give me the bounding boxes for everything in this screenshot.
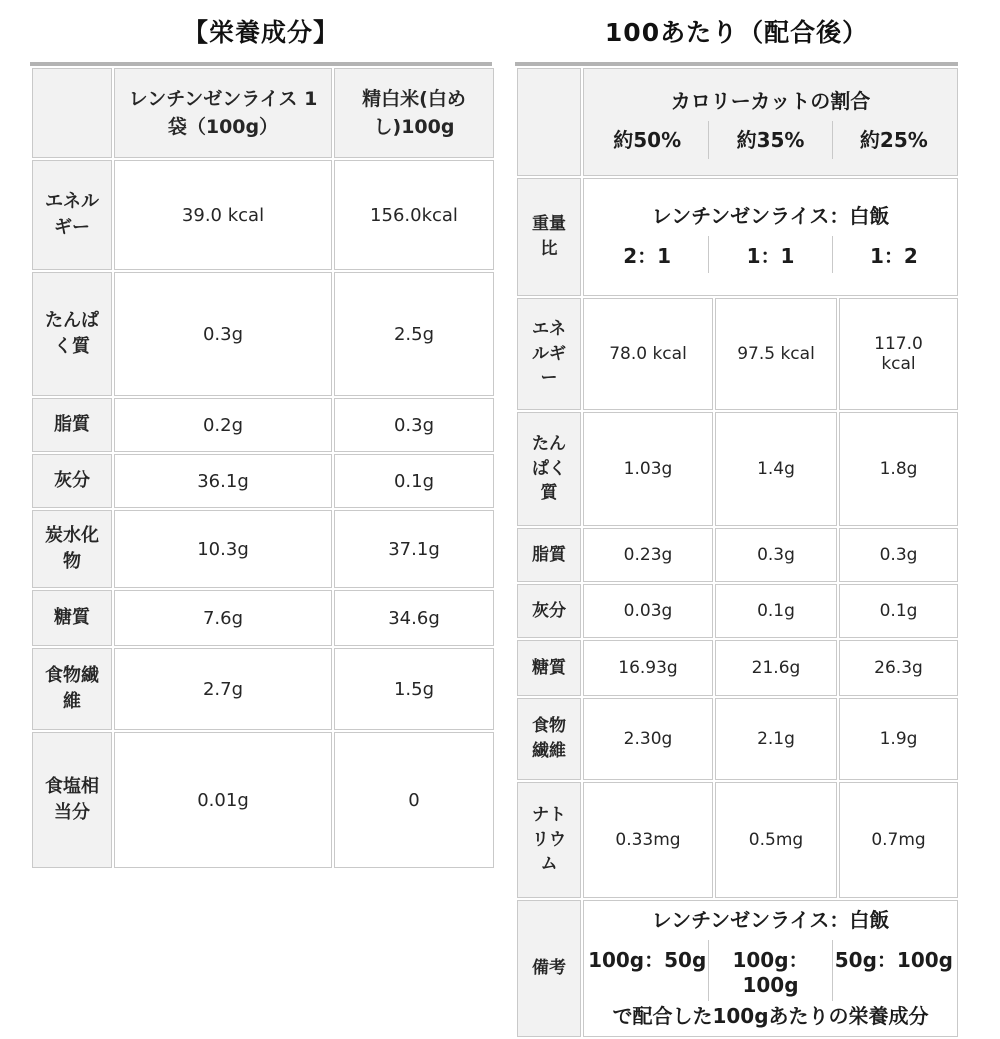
value-cell: 2.7g bbox=[114, 648, 332, 730]
value-cell: 2.5g bbox=[334, 272, 494, 396]
value-cell: 36.1g bbox=[114, 454, 332, 508]
ratio-value: 1：2 bbox=[832, 236, 955, 273]
row-label-cell: 食物繊維 bbox=[32, 648, 112, 730]
header-row bbox=[32, 68, 494, 158]
row-label-cell: エネルギー bbox=[32, 160, 112, 270]
table-row bbox=[517, 698, 958, 780]
row-label-cell: 食物繊維 bbox=[517, 698, 581, 780]
ratio-value: 100g：50g bbox=[588, 948, 707, 972]
value-cell: 156.0kcal bbox=[334, 160, 494, 270]
left-table-title: 【栄養成分】 bbox=[182, 18, 339, 47]
table-row bbox=[32, 398, 494, 452]
percent-label: 約35% bbox=[708, 121, 831, 159]
notes-row bbox=[517, 900, 958, 1037]
value-cell: 7.6g bbox=[114, 590, 332, 646]
table-row bbox=[32, 732, 494, 868]
value-cell: 0.3g bbox=[715, 528, 837, 582]
weight-ratio-cell bbox=[583, 178, 958, 296]
value-cell: 1.5g bbox=[334, 648, 494, 730]
value-cell: 2.30g bbox=[583, 698, 713, 780]
column-header-renchin: レンチンゼンライス 1袋（100g） bbox=[114, 68, 332, 158]
value-cell: 78.0 kcal bbox=[583, 298, 713, 410]
value-cell: 117.0 kcal bbox=[839, 298, 958, 410]
notes-span-text-bottom: で配合した100gあたりの栄養成分 bbox=[612, 1004, 929, 1028]
value-cell: 0 bbox=[334, 732, 494, 868]
table-row bbox=[32, 272, 494, 396]
table-row bbox=[32, 454, 494, 508]
percent-label: 約50% bbox=[613, 127, 682, 152]
row-label-cell: 灰分 bbox=[32, 454, 112, 508]
row-label-cell: 糖質 bbox=[517, 640, 581, 696]
blend-nutrition-table bbox=[515, 66, 960, 1039]
value-cell: 39.0 kcal bbox=[114, 160, 332, 270]
percent-labels-row bbox=[586, 121, 955, 159]
value-cell: 34.6g bbox=[334, 590, 494, 646]
corner-cell bbox=[517, 68, 581, 176]
value-cell: 0.23g bbox=[583, 528, 713, 582]
value-cell: 0.1g bbox=[839, 584, 958, 638]
ratio-value: 1：1 bbox=[708, 236, 831, 273]
right-table-title: 100あたり（配合後） bbox=[604, 18, 869, 47]
percent-label: 約25% bbox=[832, 121, 955, 159]
column-header-white-rice: 精白米(白めし)100g bbox=[334, 68, 494, 158]
value-cell: 1.03g bbox=[583, 412, 713, 526]
table-row bbox=[517, 412, 958, 526]
row-label-cell: 脂質 bbox=[517, 528, 581, 582]
notes-cell bbox=[583, 900, 958, 1037]
table-row bbox=[517, 298, 958, 410]
row-label-cell: 糖質 bbox=[32, 590, 112, 646]
table-row bbox=[517, 528, 958, 582]
row-label-cell: 炭水化物 bbox=[32, 510, 112, 588]
value-cell: 10.3g bbox=[114, 510, 332, 588]
value-cell: 0.3g bbox=[839, 528, 958, 582]
table-row bbox=[32, 648, 494, 730]
row-label-cell: 灰分 bbox=[517, 584, 581, 638]
value-cell: 1.9g bbox=[839, 698, 958, 780]
per-100-blend-table-section bbox=[515, 0, 958, 1039]
nutrition-table-section bbox=[30, 0, 492, 870]
table-row bbox=[517, 640, 958, 696]
table-row bbox=[517, 584, 958, 638]
notes-ratio-values bbox=[586, 940, 955, 1001]
value-cell: 21.6g bbox=[715, 640, 837, 696]
header-row bbox=[517, 68, 958, 176]
row-label-cell: 重量比 bbox=[517, 178, 581, 296]
value-cell: 0.03g bbox=[583, 584, 713, 638]
row-label-cell: 食塩相当分 bbox=[32, 732, 112, 868]
value-cell: 0.1g bbox=[715, 584, 837, 638]
table-row bbox=[32, 590, 494, 646]
table-row bbox=[517, 782, 958, 898]
value-cell: 1.8g bbox=[839, 412, 958, 526]
value-cell: 1.4g bbox=[715, 412, 837, 526]
value-cell: 0.2g bbox=[114, 398, 332, 452]
corner-cell bbox=[32, 68, 112, 158]
value-cell: 2.1g bbox=[715, 698, 837, 780]
row-label-cell: エネルギー bbox=[517, 298, 581, 410]
value-cell: 0.33mg bbox=[583, 782, 713, 898]
weight-ratio-values bbox=[586, 236, 955, 273]
row-label-cell: たんぱく質 bbox=[517, 412, 581, 526]
calorie-cut-group-label: カロリーカットの割合 bbox=[670, 88, 871, 113]
row-label-cell: 脂質 bbox=[32, 398, 112, 452]
ratio-value: 100g：100g bbox=[708, 940, 831, 1001]
weight-ratio-span-text: レンチンゼンライス：白飯 bbox=[651, 204, 890, 228]
value-cell: 26.3g bbox=[839, 640, 958, 696]
value-cell: 97.5 kcal bbox=[715, 298, 837, 410]
ratio-value: 2：1 bbox=[623, 244, 672, 268]
weight-ratio-row bbox=[517, 178, 958, 296]
row-label-cell: ナトリウム bbox=[517, 782, 581, 898]
ratio-value: 50g：100g bbox=[832, 940, 955, 1001]
value-cell: 0.5mg bbox=[715, 782, 837, 898]
row-label-cell: たんぱく質 bbox=[32, 272, 112, 396]
table-row bbox=[32, 160, 494, 270]
value-cell: 0.1g bbox=[334, 454, 494, 508]
value-cell: 16.93g bbox=[583, 640, 713, 696]
row-label-cell: 備考 bbox=[517, 900, 581, 1037]
nutrition-table bbox=[30, 66, 496, 870]
value-cell: 0.3g bbox=[114, 272, 332, 396]
value-cell: 0.3g bbox=[334, 398, 494, 452]
table-row bbox=[32, 510, 494, 588]
notes-span-text-top: レンチンゼンライス：白飯 bbox=[651, 908, 890, 932]
value-cell: 37.1g bbox=[334, 510, 494, 588]
value-cell: 0.7mg bbox=[839, 782, 958, 898]
calorie-cut-header-cell bbox=[583, 68, 958, 176]
value-cell: 0.01g bbox=[114, 732, 332, 868]
